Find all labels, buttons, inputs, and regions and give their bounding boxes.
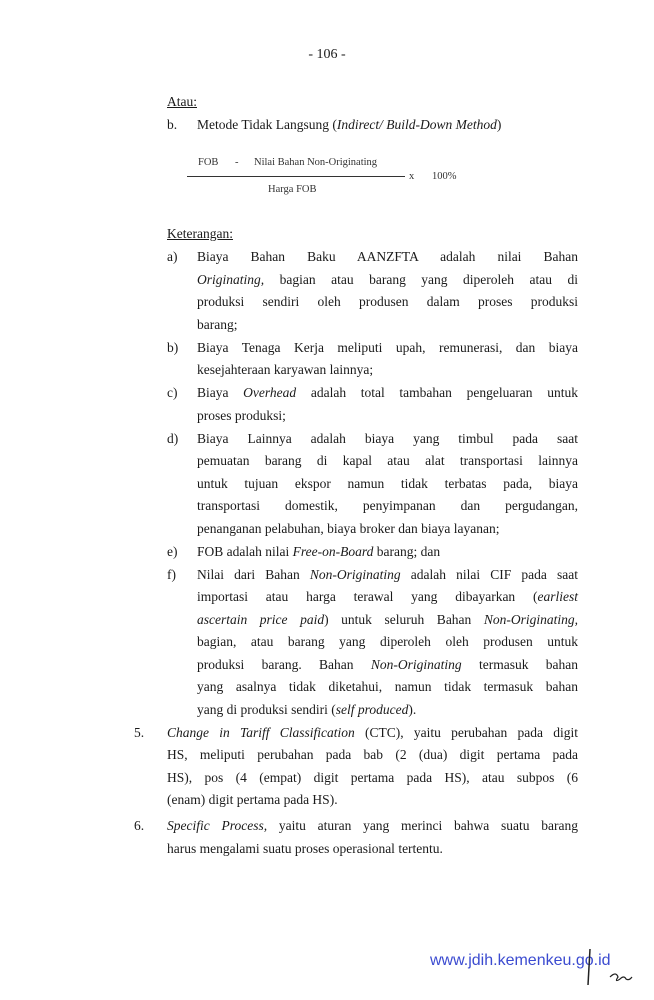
text-segment: Biaya Bahan Baku AANZFTA adalah nilai Bahan bbox=[197, 249, 578, 264]
text-line bbox=[197, 406, 286, 426]
text-segment: Non-Originating bbox=[309, 566, 401, 582]
atau-heading: Atau: bbox=[167, 94, 197, 109]
text-segment: earliest bbox=[537, 589, 578, 604]
text-segment: untuk tujuan ekspor namun tidak terbatas pada, biaya bbox=[197, 475, 578, 491]
text-line bbox=[197, 383, 578, 403]
text-segment: Biaya Tenaga Kerja meliputi upah, remunerasi, dan biaya bbox=[197, 339, 578, 355]
formula-non-originating: Nilai Bahan Non-Originating bbox=[254, 157, 378, 168]
text-segment: HS, meliputi perubahan pada bab (2 (dua) digit pertama pada bbox=[167, 747, 578, 762]
text-line bbox=[197, 587, 578, 607]
text-line bbox=[167, 723, 578, 743]
text-segment: produksi barang. Bahan bbox=[197, 656, 371, 672]
text-segment: Change in Tariff Classification bbox=[167, 724, 355, 740]
list-label: a) bbox=[167, 249, 178, 264]
list-label: d) bbox=[167, 430, 179, 446]
text-line bbox=[197, 565, 578, 585]
text-line bbox=[197, 519, 500, 539]
text-line bbox=[167, 745, 578, 765]
text-segment: Free-on-Board bbox=[292, 543, 374, 559]
text-segment: Nilai dari Bahan bbox=[197, 566, 310, 582]
text-line bbox=[197, 360, 373, 380]
text-segment: importasi atau harga terawal yang dibayarkan ( bbox=[197, 589, 538, 604]
text-segment: Biaya Lainnya adalah biaya yang timbul pada saat bbox=[197, 430, 578, 446]
text-segment: Non-Originating, bbox=[483, 611, 579, 627]
text-segment: (enam) digit pertama pada HS). bbox=[167, 792, 338, 807]
text-line bbox=[197, 655, 578, 675]
text-line bbox=[197, 451, 578, 471]
text-segment: produksi sendiri oleh produsen dalam proses produksi bbox=[197, 294, 578, 309]
text-segment: Overhead bbox=[243, 385, 297, 400]
formula-fob: FOB bbox=[198, 157, 219, 168]
text-line bbox=[197, 610, 578, 630]
list-label: e) bbox=[167, 543, 178, 559]
text-line bbox=[167, 839, 443, 859]
text-segment: bagian atau barang yang diperoleh atau di bbox=[264, 271, 578, 287]
text-line bbox=[197, 292, 578, 312]
text-line bbox=[197, 677, 578, 697]
text-segment: yang di produksi sendiri ( bbox=[197, 701, 336, 717]
formula-times: x bbox=[409, 171, 415, 182]
text-segment: ) untuk seluruh Bahan bbox=[324, 611, 484, 627]
text-segment: kesejahteraan karyawan lainnya; bbox=[197, 362, 374, 377]
page-number: - 106 - bbox=[308, 47, 346, 62]
text-segment: ascertain price paid bbox=[197, 611, 325, 627]
text-segment: Metode Tidak Langsung ( bbox=[197, 117, 337, 132]
text-segment: self produced bbox=[335, 701, 409, 717]
text-segment: ) bbox=[496, 117, 502, 132]
fraction-line bbox=[187, 176, 405, 177]
text-line bbox=[197, 632, 578, 652]
list-label: b) bbox=[167, 339, 179, 355]
text-segment: yang asalnya tidak diketahui, namun tidak termasuk bahan bbox=[197, 679, 578, 694]
text-segment: Specific Process, bbox=[167, 818, 268, 833]
text-line bbox=[197, 247, 578, 267]
text-segment: Non-Originating bbox=[370, 656, 462, 672]
text-segment: transportasi domestik, penyimpanan dan pergudangan, bbox=[197, 498, 578, 513]
text-segment: Originating, bbox=[197, 271, 265, 287]
text-segment: Indirect/ Build-Down Method bbox=[336, 117, 497, 132]
list-label: 6. bbox=[134, 818, 145, 833]
text-segment: ). bbox=[408, 701, 417, 717]
text-line bbox=[197, 700, 416, 720]
text-segment: termasuk bahan bbox=[461, 656, 579, 672]
list-label: f) bbox=[167, 566, 176, 582]
text-segment: bagian, atau barang yang diperoleh oleh produsen untuk bbox=[197, 634, 578, 649]
formula-percent: 100% bbox=[432, 171, 457, 182]
text-line bbox=[167, 768, 578, 788]
text-segment: adalah total tambahan pengeluaran untuk bbox=[296, 385, 578, 400]
list-label: 5. bbox=[134, 724, 145, 740]
text-line bbox=[167, 790, 338, 810]
text-segment: adalah nilai CIF pada saat bbox=[400, 566, 578, 582]
text-line bbox=[197, 496, 578, 516]
text-segment: HS), pos (4 (empat) digit pertama pada HS), atau subpos (6 bbox=[167, 769, 578, 785]
text-segment: barang; dan bbox=[373, 543, 441, 559]
list-label: c) bbox=[167, 385, 178, 400]
text-segment: FOB adalah nilai bbox=[197, 543, 293, 559]
text-segment: pemuatan barang di kapal atau alat transportasi lainnya bbox=[197, 453, 578, 468]
text-line bbox=[197, 542, 440, 562]
item-b-label: b. bbox=[167, 117, 178, 132]
text-line bbox=[197, 270, 578, 290]
text-line bbox=[197, 429, 578, 449]
formula-denominator: Harga FOB bbox=[268, 184, 317, 195]
text-line bbox=[197, 315, 237, 335]
signature-initial-icon bbox=[580, 945, 640, 995]
text-line bbox=[197, 338, 578, 358]
text-segment: harus mengalami suatu proses operasional tertentu. bbox=[167, 840, 443, 856]
text-segment: proses produksi; bbox=[197, 407, 286, 423]
text-line bbox=[197, 474, 578, 494]
text-line bbox=[167, 816, 578, 836]
text-segment: (CTC), yaitu perubahan pada digit bbox=[354, 724, 579, 740]
watermark-url: www.jdih.kemenkeu.go.id bbox=[430, 952, 611, 969]
text-segment: Biaya bbox=[197, 385, 244, 400]
text-segment: yaitu aturan yang merinci bahwa suatu barang bbox=[267, 818, 578, 833]
text-segment: penanganan pelabuhan, biaya broker dan biaya layanan; bbox=[197, 520, 500, 536]
keterangan-heading: Keterangan: bbox=[167, 226, 233, 241]
formula-minus: - bbox=[235, 157, 239, 168]
item-b-title bbox=[197, 115, 501, 135]
text-segment: barang; bbox=[197, 316, 238, 332]
